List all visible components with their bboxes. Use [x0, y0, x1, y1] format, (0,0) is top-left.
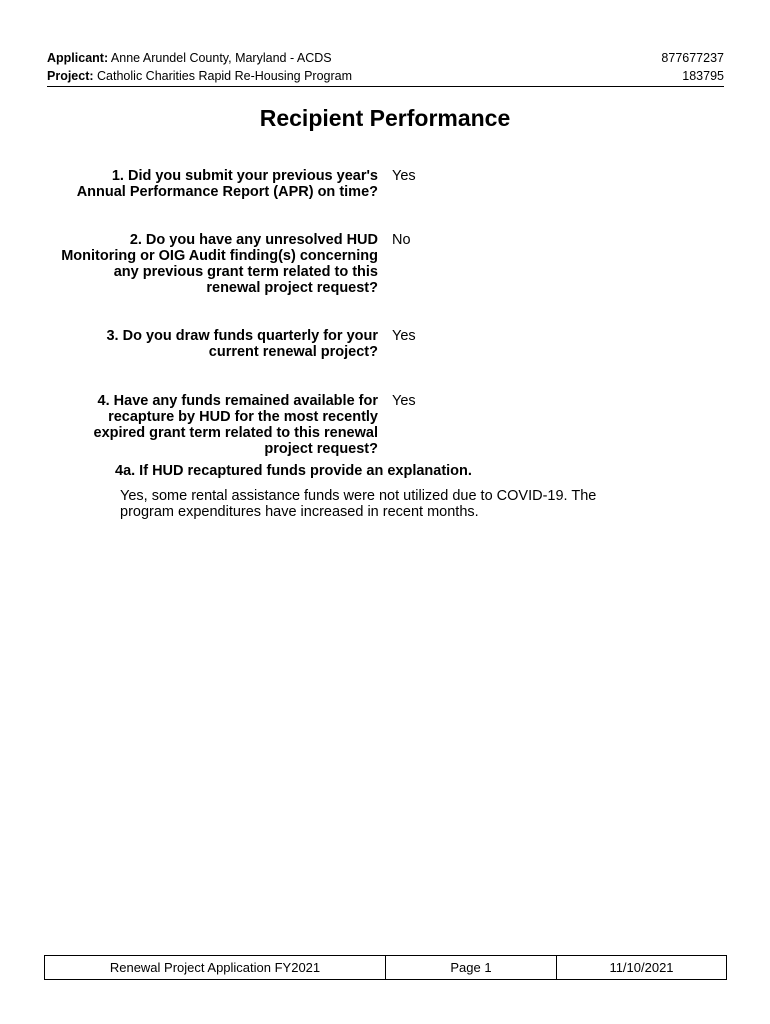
answer-2: No — [392, 232, 411, 248]
page-header — [47, 49, 724, 87]
explanation-line: Yes, some rental assistance funds were not utilized due to COVID-19. The — [120, 488, 597, 504]
project-label: Project: — [47, 69, 94, 83]
question-line: renewal project request? — [206, 280, 378, 296]
question-line: recapture by HUD for the most recently — [108, 409, 378, 425]
question-line: 1. Did you submit your previous year's — [111, 168, 378, 184]
project-id: 183795 — [682, 69, 724, 83]
question-line: Annual Performance Report (APR) on time? — [76, 184, 378, 200]
question-1 — [18, 168, 378, 200]
answer-3: Yes — [392, 328, 416, 344]
answer-4: Yes — [392, 393, 416, 409]
question-line: Monitoring or OIG Audit finding(s) concerning — [61, 248, 378, 264]
question-line: current renewal project? — [208, 344, 378, 360]
footer-date: 11/10/2021 — [556, 956, 726, 979]
question-2 — [18, 232, 378, 296]
question-4 — [18, 393, 378, 457]
footer-page-number: Page 1 — [385, 956, 556, 979]
question-line: 3. Do you draw funds quarterly for your — [106, 328, 378, 344]
explanation-line: program expenditures have increased in recent months. — [120, 504, 479, 520]
project-row — [47, 67, 724, 85]
question-line: 2. Do you have any unresolved HUD — [129, 232, 378, 248]
question-4a: 4a. If HUD recaptured funds provide an explanation. — [115, 463, 472, 479]
question-line: 4. Have any funds remained available for — [97, 393, 378, 409]
applicant-label: Applicant: — [47, 51, 109, 65]
explanation-text — [120, 488, 640, 520]
question-3 — [18, 328, 378, 360]
question-line: expired grant term related to this renewal — [93, 425, 378, 441]
page-title: Recipient Performance — [259, 105, 511, 131]
applicant-info — [47, 49, 332, 67]
project-value: Catholic Charities Rapid Re-Housing Program — [97, 69, 352, 83]
page-footer — [44, 955, 727, 980]
applicant-value: Anne Arundel County, Maryland - ACDS — [110, 51, 332, 65]
applicant-id: 877677237 — [661, 51, 724, 65]
footer-form-name: Renewal Project Application FY2021 — [109, 960, 321, 975]
question-line: project request? — [264, 441, 378, 457]
project-info — [47, 67, 352, 85]
question-line: any previous grant term related to this — [113, 264, 378, 280]
applicant-row — [47, 49, 724, 67]
answer-1: Yes — [392, 168, 416, 184]
